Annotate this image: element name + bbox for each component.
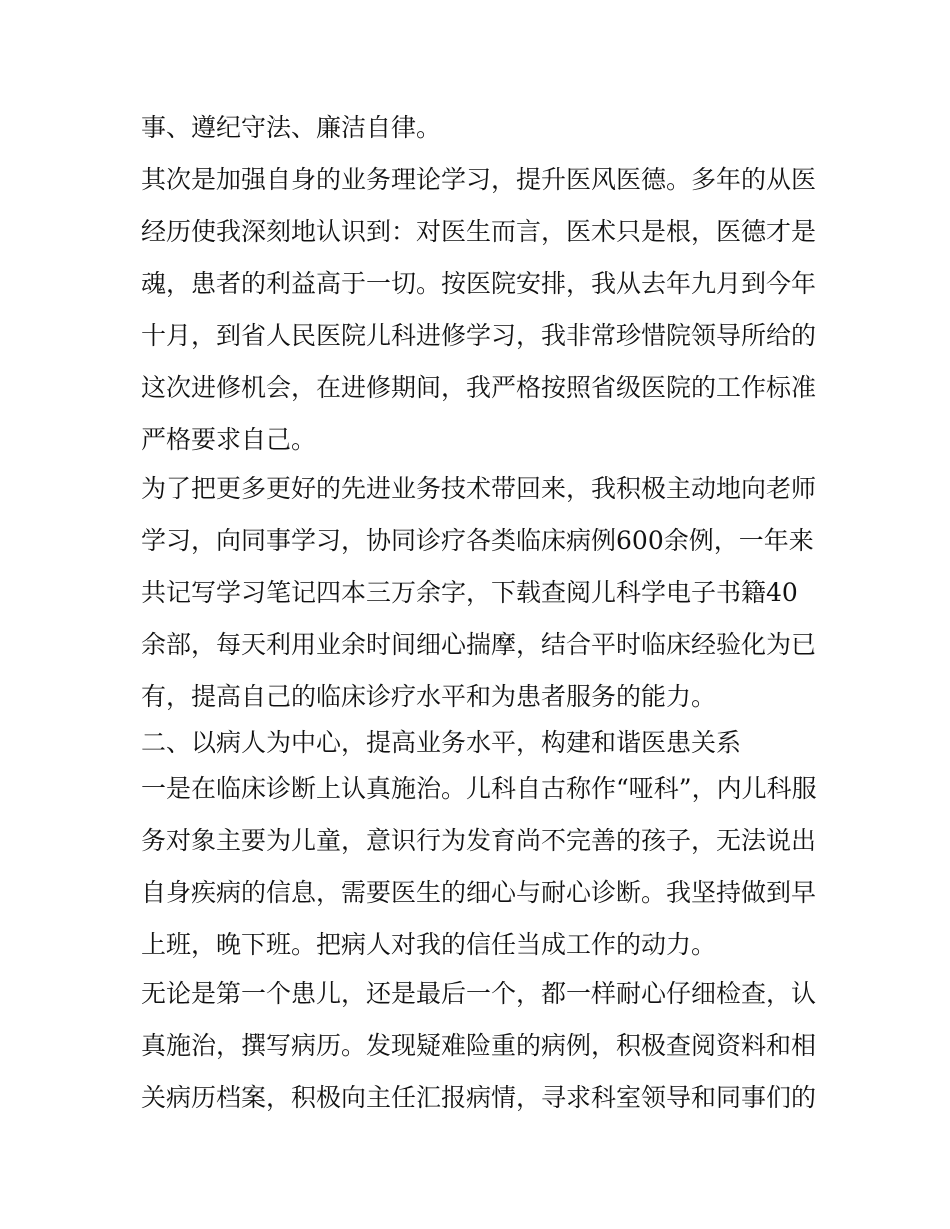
text-line-11: 余部，每天利用业余时间细心揣摩，结合平时临床经验化为已 [141, 630, 817, 659]
document-body [141, 108, 817, 1118]
text-line-16: 自身疾病的信息，需要医生的细心与耐心诊断。我坚持做到早 [141, 878, 817, 907]
text-line-7: 严格要求自己。 [141, 425, 317, 454]
text-line-6: 这次进修机会，在进修期间，我严格按照省级医院的工作标准 [141, 373, 817, 402]
text-line-9: 学习，向同事学习，协同诊疗各类临床病例600余例，一年来 [141, 526, 814, 555]
text-line-1: 事、遵纪守法、廉洁自律。 [141, 113, 442, 142]
text-line-15: 务对象主要为儿童，意识行为发育尚不完善的孩子，无法说出 [141, 826, 817, 855]
text-line-4: 魂，患者的利益高于一切。按医院安排，我从去年九月到今年 [141, 269, 817, 298]
text-line-17: 上班，晚下班。把病人对我的信任当成工作的动力。 [141, 930, 717, 959]
section-heading: 二、以病人为中心，提高业务水平，构建和谐医患关系 [141, 728, 742, 757]
text-line-19: 真施治，撰写病历。发现疑难险重的病例，积极查阅资料和相 [141, 1031, 817, 1060]
text-line-5: 十月，到省人民医院儿科进修学习，我非常珍惜院领导所给的 [141, 321, 817, 350]
text-line-20: 关病历档案，积极向主任汇报病情，寻求科室领导和同事们的 [141, 1083, 817, 1112]
text-line-18: 无论是第一个患儿，还是最后一个，都一样耐心仔细检查，认 [141, 979, 817, 1008]
text-line-10: 共记写学习笔记四本三万余字，下载查阅儿科学电子书籍40 [141, 578, 798, 607]
text-line-14: 一是在临床诊断上认真施治。儿科自古称作“哑科”，内儿科服 [141, 774, 817, 803]
text-line-3: 经历使我深刻地认识到：对医生而言，医术只是根，医德才是 [141, 217, 817, 246]
text-line-8: 为了把更多更好的先进业务技术带回来，我积极主动地向老师 [141, 474, 817, 503]
text-line-12: 有，提高自己的临床诊疗水平和为患者服务的能力。 [141, 682, 717, 711]
text-line-2: 其次是加强自身的业务理论学习，提升医风医德。多年的从医 [141, 165, 817, 194]
